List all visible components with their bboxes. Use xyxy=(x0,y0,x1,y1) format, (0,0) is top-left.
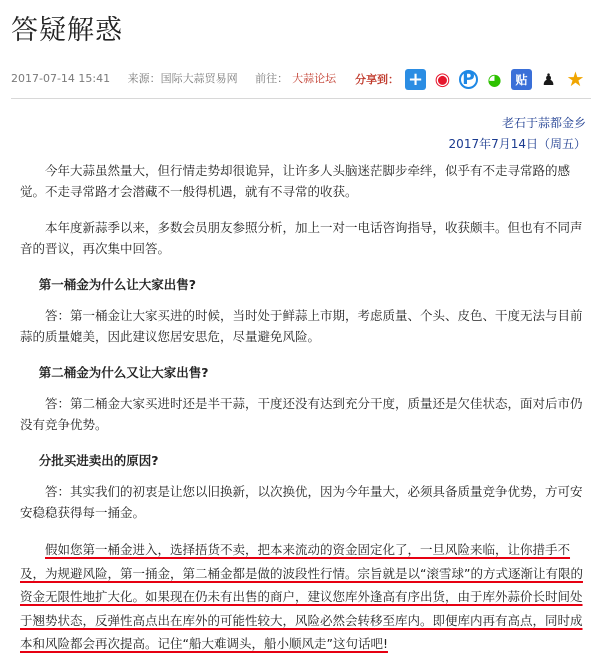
question-heading: 第二桶金为什么又让大家出售? xyxy=(38,365,209,380)
article-body xyxy=(20,160,586,656)
highlight-text: 假如您第一桶金进入，选择捂货不卖，把本来流动的资金固定化了，一旦风险来临，让你措手不及，为规避风险，第一捅金，第二桶金都是做的波段性行情。宗旨就是以“滚雪球”的方式逐渐让有限的资金无限性地扩大化。如果现在仍未有出售的商户，建议您库外逢高有序出货，由于库外蒜价长时间处于翘势状态，反弹性高点出在库外的可能性较大，风险必然会转移至库内。即便库内再有高点，同时成本和风险都会再次提高。记住“船大难调头，船小顺风走”这句话吧! xyxy=(20,542,583,651)
page-title: 答疑解惑 xyxy=(11,15,123,46)
forum-prefix: 前往： xyxy=(255,72,289,85)
qq-icon[interactable]: ♟ xyxy=(538,69,559,90)
highlight-paragraph xyxy=(20,538,586,656)
plus-icon[interactable]: + xyxy=(405,69,426,90)
qzone-star-icon[interactable]: ★ xyxy=(566,67,585,91)
share-label: 分享到： xyxy=(355,73,399,86)
question-heading: 第一桶金为什么让大家出售? xyxy=(38,277,197,292)
paragraph: 今年大蒜虽然量大，但行情走势却很诡异，让许多人头脑迷茫脚步牵绊，似乎有不走寻常路的感觉。不走寻常路才会潜藏不一般得机遇，就有不寻常的收获。 xyxy=(20,163,571,199)
pengyou-icon[interactable]: P xyxy=(459,70,478,89)
question-heading: 分批买进卖出的原因? xyxy=(38,453,159,468)
answer-paragraph: 答：其实我们的初衷是让您以旧换新，以次换优，因为今年量大，必须具备质量竞争优势，方可安安稳稳获得每一捅金。 xyxy=(20,484,583,520)
answer-paragraph: 答：第一桶金让大家买进的时候，当时处于鲜蒜上市期，考虑质量、个头、皮色、干度无法与目前蒜的质量媲美，因此建议您居安思危，尽量避免风险。 xyxy=(20,308,583,344)
author-block xyxy=(449,113,586,155)
paragraph: 本年度新蒜季以来，多数会员朋友参照分析，加上一对一电话咨询指导，收获颇丰。但也有不同声音的晋议，再次集中回答。 xyxy=(20,220,583,256)
tieba-icon[interactable]: 贴 xyxy=(511,69,532,90)
author-date: 2017年7月14日（周五） xyxy=(448,137,586,151)
forum-link[interactable]: 大蒜论坛 xyxy=(292,72,337,85)
publish-date: 2017-07-14 15:41 xyxy=(11,72,111,85)
source-text: 来源：国际大蒜贸易网 xyxy=(127,72,238,85)
answer-paragraph: 答：第二桶金大家买进时还是半干蒜，干度还没有达到充分干度，质量还是欠佳状态，面对后市仍没有竞争优势。 xyxy=(20,396,583,432)
header-divider xyxy=(11,98,591,99)
author-name: 老石于蒜都金乡 xyxy=(501,116,586,130)
weibo-icon[interactable]: ◉ xyxy=(432,69,453,90)
share-bar xyxy=(355,66,592,92)
article-meta xyxy=(11,70,350,88)
wechat-icon[interactable]: ◕ xyxy=(484,69,505,90)
